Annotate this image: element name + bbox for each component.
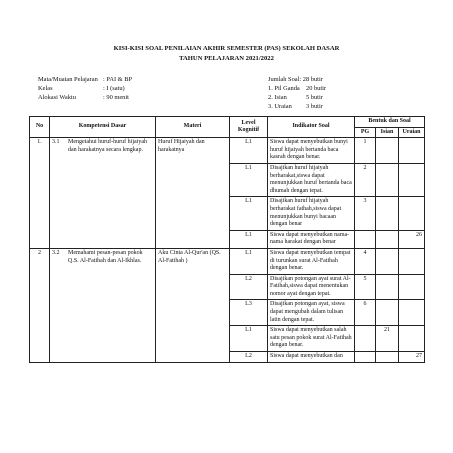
cell-indikator: Siswa dapat menyebutkan dan xyxy=(268,352,355,363)
cell-indikator: Disajikan huruf hijaiyah berharakat fathah,siswa dapat menunjukkan bunyi bacaan dengan benar xyxy=(268,197,355,230)
cell-level: L1 xyxy=(230,248,268,274)
cell-indikator: Disajikan huruf hijaiyah berharakat,siswa dapat menunjukkan huruf bertanda baca dhumah dengan tepat. xyxy=(268,163,355,196)
meta-info-left xyxy=(38,75,132,102)
header-no: No xyxy=(30,117,50,138)
document-subtitle: TAHUN PELAJARAN 2021/2022 xyxy=(179,55,274,62)
header-isian: Isian xyxy=(376,127,399,138)
cell-pg xyxy=(355,326,376,352)
table-row xyxy=(30,138,425,164)
cell-isian: 21 xyxy=(376,326,399,352)
meta-row-subject xyxy=(38,75,132,84)
meta-label: Mata/Muatan Pelajaran xyxy=(38,76,98,83)
question-type: 1. Pil Ganda xyxy=(268,85,300,92)
cell-uraian xyxy=(399,197,425,230)
cell-uraian: 26 xyxy=(399,230,425,248)
cell-isian xyxy=(376,163,399,196)
cell-pg: 6 xyxy=(355,300,376,326)
meta-label: Kelas xyxy=(38,85,53,92)
question-total: Jumlah Soal: 28 butir xyxy=(268,76,323,83)
cell-uraian xyxy=(399,163,425,196)
table-header-row xyxy=(30,117,425,128)
cell-indikator: Disajikan potongan ayat, siswa dapat mengubah dalam tulisan latin dengan tepat. xyxy=(268,300,355,326)
cell-level: L2 xyxy=(230,274,268,300)
cell-isian xyxy=(376,197,399,230)
cell-pg: 2 xyxy=(355,163,376,196)
cell-pg xyxy=(355,230,376,248)
header-kompetensi-dasar: Kompetensi Dasar xyxy=(50,117,156,138)
cell-no: 1. xyxy=(30,138,50,249)
question-type: 2. Isian xyxy=(268,94,287,101)
cell-uraian xyxy=(399,300,425,326)
cell-pg: 5 xyxy=(355,274,376,300)
kisi-kisi-table xyxy=(29,116,425,363)
header-pg: PG xyxy=(355,127,376,138)
cell-isian xyxy=(376,352,399,363)
cell-isian xyxy=(376,138,399,164)
cell-level: L1 xyxy=(230,197,268,230)
cell-uraian: 27 xyxy=(399,352,425,363)
cell-uraian xyxy=(399,274,425,300)
document-title: KISI-KISI SOAL PENILAIAN AKHIR SEMESTER (PAS) SEKOLAH DASAR xyxy=(113,45,340,52)
question-type-row xyxy=(268,93,326,102)
cell-materi: Aku Cinta Al-Qur'an (QS. Al-Fatihah ) xyxy=(156,248,230,362)
cell-pg: 1 xyxy=(355,138,376,164)
cell-isian xyxy=(376,230,399,248)
question-type-row xyxy=(268,102,326,111)
header-bentuk-soal: Bentuk dan Soal xyxy=(355,117,425,128)
cell-level: L2 xyxy=(230,352,268,363)
cell-uraian xyxy=(399,326,425,352)
meta-value: : 90 menit xyxy=(103,94,129,101)
header-uraian: Uraian xyxy=(399,127,425,138)
cell-kompetensi-dasar xyxy=(50,248,156,362)
cell-uraian xyxy=(399,138,425,164)
cell-pg xyxy=(355,352,376,363)
header-indikator-soal: Indikator Soal xyxy=(268,117,355,138)
meta-value: : I (satu) xyxy=(103,85,125,92)
meta-label: Alokasi Waktu xyxy=(38,94,76,101)
meta-row-time xyxy=(38,93,132,102)
cell-materi: Huruf Hijaiyah dan harakatnya xyxy=(156,138,230,249)
meta-value: : PAI & BP xyxy=(103,76,133,83)
question-count: 5 butir xyxy=(306,94,323,101)
cell-pg: 3 xyxy=(355,197,376,230)
cell-level: L1 xyxy=(230,326,268,352)
cell-pg: 4 xyxy=(355,248,376,274)
question-type-row xyxy=(268,84,326,93)
question-type: 3. Uraian xyxy=(268,103,292,110)
header-level-kognitif: Level Kognitif xyxy=(230,117,268,138)
cell-indikator: Disajikan potongan ayat surat Al-Fatihah,siswa dapat menentukan nomor ayat dengan tepat. xyxy=(268,274,355,300)
cell-indikator: Siswa dapat menyebutkan salah satu pesan pokok surat Al-Fatihah dengan benar. xyxy=(268,326,355,352)
cell-indikator: Siswa dapat menyebutkan bunyi huruf hijaiyah bertanda baca kasrah dengan benar. xyxy=(268,138,355,164)
cell-level: L3 xyxy=(230,300,268,326)
cell-isian xyxy=(376,248,399,274)
question-count: 3 butir xyxy=(306,103,323,110)
table-row xyxy=(30,248,425,274)
question-count: 20 butir xyxy=(306,85,327,92)
kd-text: Mengetahui huruf-huruf hijaiyah dan harakatnya secara lengkap. xyxy=(68,139,147,153)
cell-isian xyxy=(376,274,399,300)
cell-indikator: Siswa dapat menyebutkan tempat di turunkan surat Al-Fatihah dengan benar. xyxy=(268,248,355,274)
cell-uraian xyxy=(399,248,425,274)
cell-level: L1 xyxy=(230,138,268,164)
header-materi: Materi xyxy=(156,117,230,138)
cell-indikator: Siswa dapat menyebutkan nama-nama harakat dengan benar xyxy=(268,230,355,248)
cell-level: L1 xyxy=(230,230,268,248)
meta-row-class xyxy=(38,84,132,93)
cell-no: 2 xyxy=(30,248,50,362)
kd-code: 3.2 xyxy=(52,249,60,256)
cell-kompetensi-dasar xyxy=(50,138,156,249)
cell-isian xyxy=(376,300,399,326)
kd-code: 3.1 xyxy=(52,139,60,146)
kd-text: Memahami pesan-pesan pokok Q.S. Al-Fatihah dan Al-Ikhlas. xyxy=(68,249,143,264)
meta-info-right xyxy=(268,75,326,111)
cell-level: L1 xyxy=(230,163,268,196)
